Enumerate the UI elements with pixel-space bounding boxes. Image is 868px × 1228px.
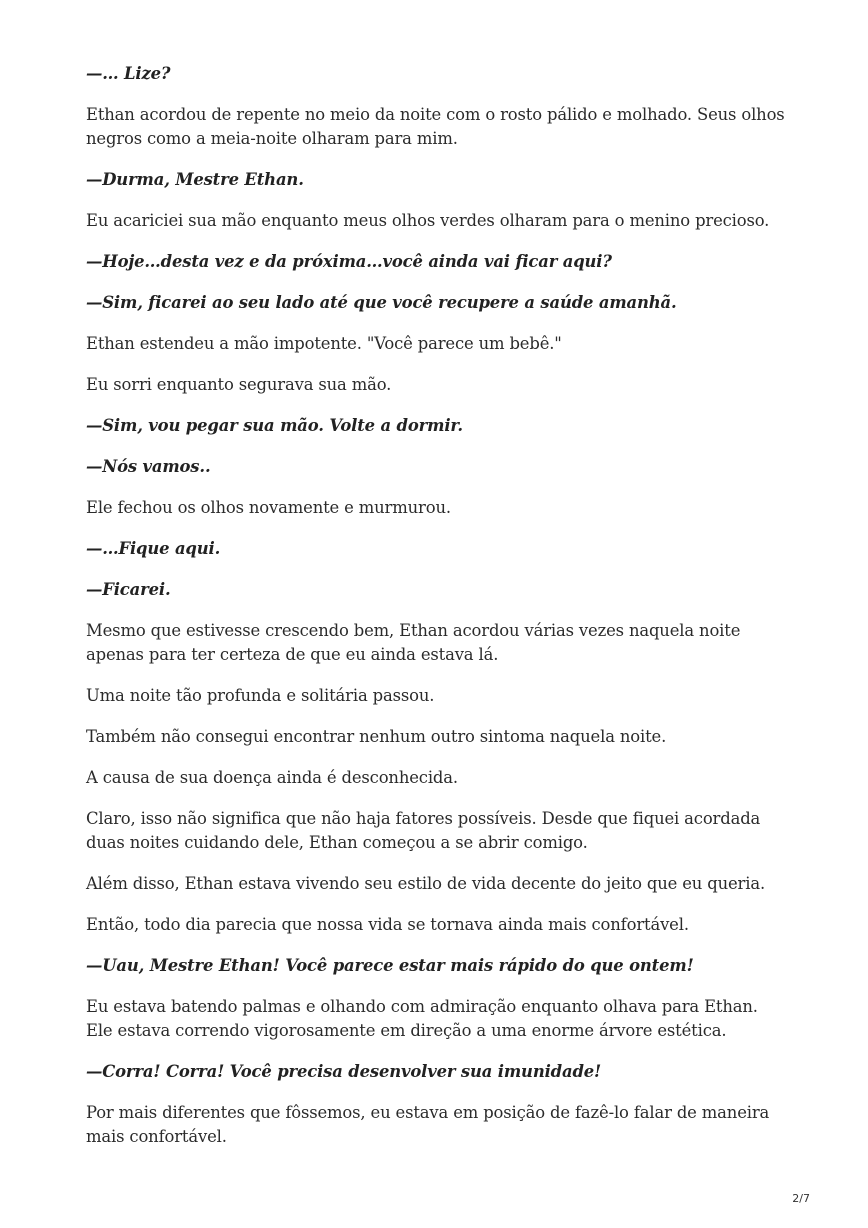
page-number: 2/7 (792, 1192, 810, 1205)
paragraph: Uma noite tão profunda e solitária passou. (86, 686, 435, 705)
paragraph: Além disso, Ethan estava vivendo seu estilo de vida decente do jeito que eu queria. (86, 874, 766, 893)
paragraph: Ethan acordou de repente no meio da noite com o rosto pálido e molhado. Seus olhos negros como a meia-noite olharam para mim. (86, 105, 785, 148)
document-page-body (86, 62, 786, 1166)
dialog-line: —Hoje…desta vez e da próxima…você ainda vai ficar aqui? (86, 252, 612, 271)
paragraph: Mesmo que estivesse crescendo bem, Ethan acordou várias vezes naquela noite apenas para ter certeza de que eu ainda estava lá. (86, 621, 741, 664)
dialog-line: —…Fique aqui. (86, 539, 221, 558)
dialog-line: —Corra! Corra! Você precisa desenvolver sua imunidade! (86, 1062, 602, 1081)
dialog-line: —Sim, ficarei ao seu lado até que você recupere a saúde amanhã. (86, 293, 677, 312)
paragraph: Por mais diferentes que fôssemos, eu estava em posição de fazê-lo falar de maneira mais confortável. (86, 1103, 770, 1146)
dialog-line: —… Lize? (86, 64, 171, 83)
dialog-line: —Uau, Mestre Ethan! Você parece estar mais rápido do que ontem! (86, 956, 694, 975)
dialog-line: —Sim, vou pegar sua mão. Volte a dormir. (86, 416, 463, 435)
paragraph: Eu estava batendo palmas e olhando com admiração enquanto olhava para Ethan. Ele estava correndo vigorosamente em direção a uma enorme árvore estética. (86, 997, 758, 1040)
paragraph: Ethan estendeu a mão impotente. "Você parece um bebê." (86, 334, 562, 353)
paragraph: A causa de sua doença ainda é desconhecida. (86, 768, 458, 787)
paragraph: Também não consegui encontrar nenhum outro sintoma naquela noite. (86, 727, 667, 746)
paragraph: Ele fechou os olhos novamente e murmurou. (86, 498, 451, 517)
dialog-line: —Ficarei. (86, 580, 171, 599)
dialog-line: —Durma, Mestre Ethan. (86, 170, 304, 189)
paragraph: Eu sorri enquanto segurava sua mão. (86, 375, 392, 394)
dialog-line: —Nós vamos.. (86, 457, 211, 476)
paragraph: Claro, isso não significa que não haja fatores possíveis. Desde que fiquei acordada duas noites cuidando dele, Ethan começou a se abrir comigo. (86, 809, 761, 852)
paragraph: Eu acariciei sua mão enquanto meus olhos verdes olharam para o menino precioso. (86, 211, 770, 230)
paragraph: Então, todo dia parecia que nossa vida se tornava ainda mais confortável. (86, 915, 689, 934)
